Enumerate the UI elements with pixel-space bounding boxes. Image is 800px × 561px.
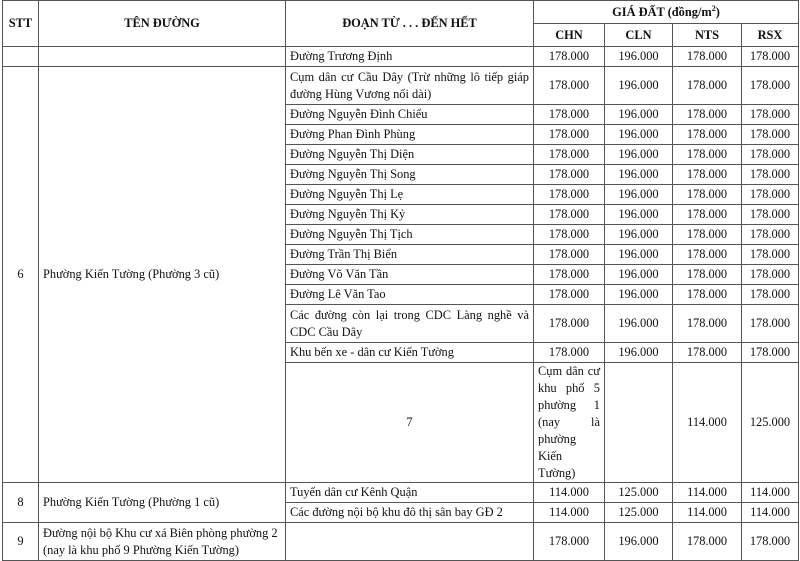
header-nts: NTS xyxy=(673,24,742,47)
price-chn: 178.000 xyxy=(534,125,605,145)
price-chn: 178.000 xyxy=(534,343,605,363)
price-nts: 178.000 xyxy=(673,145,742,165)
segment-cell xyxy=(605,363,673,483)
price-rsx: 178.000 xyxy=(742,105,799,125)
price-cln: 196.000 xyxy=(605,185,673,205)
price-chn: 178.000 xyxy=(534,105,605,125)
price-nts: 178.000 xyxy=(673,265,742,285)
segment-cell xyxy=(286,523,534,561)
price-cln: 196.000 xyxy=(605,125,673,145)
table-row xyxy=(3,67,799,105)
price-cln: 196.000 xyxy=(605,47,673,67)
segment-cell: Đường Trương Định xyxy=(286,47,534,67)
segment-cell: Đường Võ Văn Tần xyxy=(286,265,534,285)
land-price-table xyxy=(2,0,799,561)
price-cln: 125.000 xyxy=(605,503,673,523)
price-chn: 178.000 xyxy=(534,245,605,265)
name-cell: Cụm dân cư khu phố 5 phường 1 (nay là phường Kiến Tường) xyxy=(534,363,605,483)
price-nts: 178.000 xyxy=(673,523,742,561)
price-nts: 178.000 xyxy=(673,285,742,305)
price-rsx: 178.000 xyxy=(742,265,799,285)
header-stt: STT xyxy=(3,1,39,47)
price-nts: 178.000 xyxy=(673,205,742,225)
price-chn: 114.000 xyxy=(534,483,605,503)
price-nts: 178.000 xyxy=(673,47,742,67)
header-ten-duong: TÊN ĐƯỜNG xyxy=(39,1,286,47)
segment-cell: Tuyến dân cư Kênh Quận xyxy=(286,483,534,503)
price-nts: 114.000 xyxy=(673,483,742,503)
price-nts: 178.000 xyxy=(673,105,742,125)
price-chn: 178.000 xyxy=(534,47,605,67)
price-rsx: 178.000 xyxy=(742,205,799,225)
price-nts: 178.000 xyxy=(673,185,742,205)
price-chn: 178.000 xyxy=(534,67,605,105)
price-rsx: 178.000 xyxy=(742,67,799,105)
segment-cell: Cụm dân cư Cầu Dây (Trừ những lô tiếp giáp đường Hùng Vương nối dài) xyxy=(286,67,534,105)
price-nts: 178.000 xyxy=(673,125,742,145)
segment-cell: Đường Nguyễn Đình Chiểu xyxy=(286,105,534,125)
price-chn: 178.000 xyxy=(534,265,605,285)
price-cln: 196.000 xyxy=(605,305,673,343)
name-cell xyxy=(39,47,286,67)
stt-cell: 9 xyxy=(3,523,39,561)
table-row xyxy=(3,523,799,561)
segment-cell: Các đường nội bộ khu đô thị sân bay GĐ 2 xyxy=(286,503,534,523)
price-cln: 196.000 xyxy=(605,105,673,125)
price-cln: 196.000 xyxy=(605,225,673,245)
price-rsx: 114.000 xyxy=(742,483,799,503)
price-cln: 196.000 xyxy=(605,165,673,185)
price-rsx: 178.000 xyxy=(742,285,799,305)
price-rsx: 178.000 xyxy=(742,523,799,561)
price-chn: 114.000 xyxy=(673,363,742,483)
price-cln: 196.000 xyxy=(605,205,673,225)
header-chn: CHN xyxy=(534,24,605,47)
price-nts: 178.000 xyxy=(673,67,742,105)
name-cell: Đường nội bộ Khu cư xá Biên phòng phường 2 (nay là khu phố 9 Phường Kiến Tường) xyxy=(39,523,286,561)
segment-cell: Đường Trần Thị Biển xyxy=(286,245,534,265)
price-rsx: 178.000 xyxy=(742,343,799,363)
price-chn: 178.000 xyxy=(534,225,605,245)
stt-cell: 8 xyxy=(3,483,39,523)
price-rsx: 178.000 xyxy=(742,305,799,343)
price-chn: 178.000 xyxy=(534,205,605,225)
stt-cell xyxy=(3,47,39,67)
segment-cell: Đường Nguyễn Thị Tịch xyxy=(286,225,534,245)
price-nts: 178.000 xyxy=(673,165,742,185)
price-cln: 196.000 xyxy=(605,145,673,165)
price-rsx: 178.000 xyxy=(742,225,799,245)
price-nts: 114.000 xyxy=(673,503,742,523)
segment-cell: Khu bến xe - dân cư Kiến Tường xyxy=(286,343,534,363)
header-gia-dat: GIÁ ĐẤT $(đồng/m^2)$ xyxy=(534,1,799,24)
name-cell: Phường Kiến Tường (Phường 3 cũ) xyxy=(39,67,286,483)
segment-cell: Đường Nguyễn Thị Lẹ xyxy=(286,185,534,205)
price-cln: 125.000 xyxy=(742,363,799,483)
price-nts: 178.000 xyxy=(673,225,742,245)
segment-cell: Đường Nguyễn Thị Kỷ xyxy=(286,205,534,225)
header-doan-tu: ĐOẠN TỪ . . . ĐẾN HẾT xyxy=(286,1,534,47)
segment-cell: Đường Nguyễn Thị Song xyxy=(286,165,534,185)
price-chn: 178.000 xyxy=(534,523,605,561)
price-chn: 178.000 xyxy=(534,305,605,343)
price-rsx: 178.000 xyxy=(742,125,799,145)
segment-cell: Đường Nguyễn Thị Diện xyxy=(286,145,534,165)
price-cln: 196.000 xyxy=(605,343,673,363)
price-cln: 196.000 xyxy=(605,67,673,105)
price-cln: 196.000 xyxy=(605,285,673,305)
price-rsx: 178.000 xyxy=(742,185,799,205)
price-chn: 178.000 xyxy=(534,185,605,205)
stt-cell: 6 xyxy=(3,67,39,483)
price-nts: 178.000 xyxy=(673,305,742,343)
segment-cell: Đường Lê Văn Tao xyxy=(286,285,534,305)
price-chn: 114.000 xyxy=(534,503,605,523)
price-rsx: 178.000 xyxy=(742,47,799,67)
table-row xyxy=(3,47,799,67)
header-rsx: RSX xyxy=(742,24,799,47)
price-rsx: 178.000 xyxy=(742,245,799,265)
price-nts: 178.000 xyxy=(673,245,742,265)
price-cln: 125.000 xyxy=(605,483,673,503)
price-cln: 196.000 xyxy=(605,245,673,265)
price-chn: 178.000 xyxy=(534,285,605,305)
price-cln: 196.000 xyxy=(605,265,673,285)
price-rsx: 114.000 xyxy=(742,503,799,523)
header-cln: CLN xyxy=(605,24,673,47)
name-cell: Phường Kiến Tường (Phường 1 cũ) xyxy=(39,483,286,523)
table-row xyxy=(3,483,799,503)
price-nts: 178.000 xyxy=(673,343,742,363)
price-chn: 178.000 xyxy=(534,165,605,185)
stt-cell: 7 xyxy=(286,363,534,483)
segment-cell: Các đường còn lại trong CDC Làng nghề và CDC Cầu Dây xyxy=(286,305,534,343)
price-chn: 178.000 xyxy=(534,145,605,165)
price-rsx: 178.000 xyxy=(742,165,799,185)
price-cln: 196.000 xyxy=(605,523,673,561)
price-rsx: 178.000 xyxy=(742,145,799,165)
segment-cell: Đường Phan Đình Phùng xyxy=(286,125,534,145)
